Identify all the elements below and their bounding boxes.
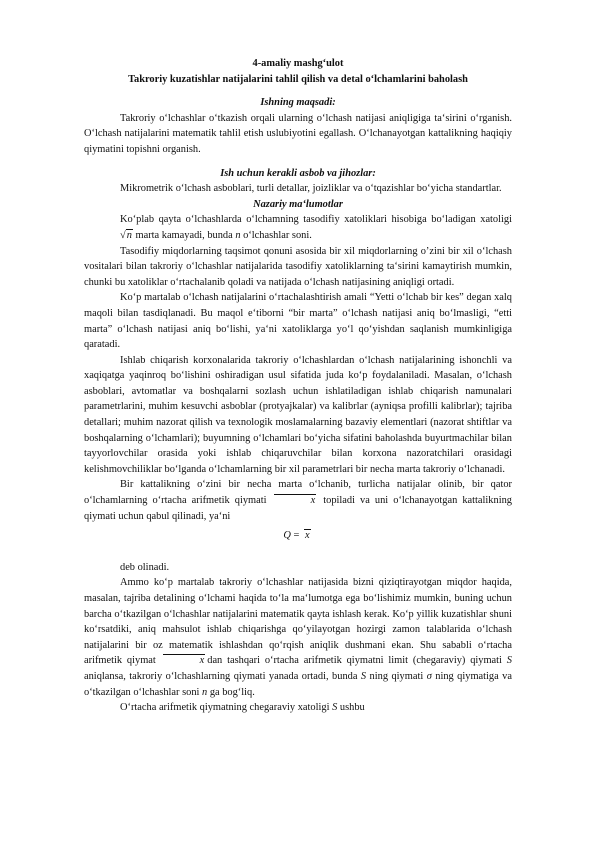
document-title: 4-amaliy mashg‘ulot — [252, 58, 344, 69]
aim-paragraph: Takroriy o‘lchashlar o‘tkazish orqali ularning o‘lchash natijasi aniqligiga ta‘sirini o‘rganish. O‘lchash natijalarini matematik tahlil etish uslubiyotini egallash. O‘lchanayotgan kattalikning haqiqiy qiymatini topishni organish. — [84, 112, 512, 155]
theory-paragraph-7: Ammo ko‘p martalab takroriy o‘lchashlar natijasida bizni qiziqtirayotgan miqdor haqida, masalan, tajriba detalining o‘lchami haqida to‘la ma‘lumotga ega bo‘lishimiz mumkin, buning uchun barcha o‘tkazilgan o‘lchashlar natijalarini matematik qayta ishlash kerak. Ko‘p yillik kuzatishlar shuni ko‘rsatdiki, aniq mahsulot ishlab chiqarishga qo‘yilayotgan hozirgi zamon talablarida o‘lchash natijalarini bir oz matematik ishlashdan qo‘rqish aniqlik dushmani ekan. Shu sababli o‘rtacha arifmetik qiymat x dan tashqari o‘rtacha arifmetik qiymatni limit (chegaraviy) qiymati S aniqlansa, takroriy o‘lchashlarning qiymati yanada ortadi, bunda S ning qiymati σ ning qiymatiga va o‘tkazilgan o‘lchashlar soni n ga bog‘liq. — [84, 577, 512, 698]
theory-paragraph-3: Ko‘p martalab o‘lchash natijalarini o‘rtachalashtirish amali “Yetti o‘lchab bir kes” degan xalq maqoli bilan tasdiqlanadi. Bu maqol e‘tiborni “bir marta” o‘lchash natijasi aniq bo‘lmasligi, “etti marta” o‘lchash natijasi aniq bo‘lishi, ya‘ni xatoliklarga yo‘l qo‘yishdan saqlanish mumkinligiga qaratadi. — [84, 292, 512, 351]
theory-paragraph-1: Ko‘plab qayta o‘lchashlarda o‘lchamning tasodifiy xatoliklari hisobiga bo‘ladigan xatoligi √n marta kamayadi, bunda n o‘lchashlar soni. — [84, 212, 512, 243]
document-subtitle: Takroriy kuzatishlar natijalarini tahlil qilish va detal o‘lchamlarini baholash — [128, 73, 468, 85]
tools-heading: Ish uchun kerakli asbob va jihozlar: — [220, 167, 376, 179]
tools-paragraph: Mikrometrik o‘lchash asboblari, turli detallar, joizliklar va o‘tqazishlar bo‘yicha standartlar. — [120, 183, 502, 195]
theory-heading: Nazariy ma‘lumotlar — [253, 198, 343, 210]
theory-paragraph-5: Bir kattalikning o‘zini bir necha marta o‘lchanib, turlicha natijalar olinib, bir qator o‘lchamlarning o‘rtacha arifmetik qiymati x topiladi va uni o‘lchanayotgan kattalikning qiymati uchun qabul qilinadi, ya‘ni — [84, 479, 512, 522]
theory-paragraph-4: Ishlab chiqarish korxonalarida takroriy o‘lchashlardan o‘lchash natijalarining ishonchli va xaqiqatga yaqinroq bo‘lishini oshiradigan usul sifatida juda ko‘p foydalaniladi. Masalan, o‘lchash asboblari, avtomatlar va boshqalarni sozlash uchun ishlatiladigan ishlab chiqarish namunalari parametrlarini, muhim kesuvchi asboblar (protyajkalar) va kalibrlar (ayniqsa profilli kalibrlar); tajriba detallari; muhim nazorat qilish va texnologik moslamalarning bazaviy elementlari (nazorat shtiftlar va boshqalarning o‘lchamlari); buyumning o‘lchamlari bo‘yicha sifatini baholashda buyurtmachilar bilan tayyorlovchilar orasida yoki ishlab chiqaruvchilar bilan korxona nazoratchilari orasidagi kelishmovchiliklar bo‘lganda o‘lchamlarning bir xil parametrlari bir necha marta takroriy o‘lchanadi. — [84, 354, 512, 475]
theory-paragraph-6: deb olinadi. — [120, 561, 170, 573]
sqrt-n-symbol: √n — [120, 229, 132, 241]
formula-q-equals-xbar: Q = x — [283, 530, 310, 542]
theory-paragraph-2: Tasodifiy miqdorlarning taqsimot qonuni asosida bir xil miqdorlarning o’zini bir xil o‘lchash vositalari bilan takroriy o‘lchashlar natijalarida tasodifiy xatoliklarning ta‘sirini kamaytirish mumkin, chunki bu xatoliklar o‘rtachalanib qoladi va natijada o‘lchash natijasining aniqligi ortadi. — [84, 245, 512, 288]
theory-paragraph-8: O‘rtacha arifmetik qiymatning chegaraviy xatoligi S ushbu — [120, 702, 365, 714]
aim-heading: Ishning maqsadi: — [260, 97, 336, 109]
x-bar-symbol: x — [163, 654, 206, 666]
document-page — [84, 56, 512, 716]
x-bar-symbol: x — [274, 494, 317, 506]
